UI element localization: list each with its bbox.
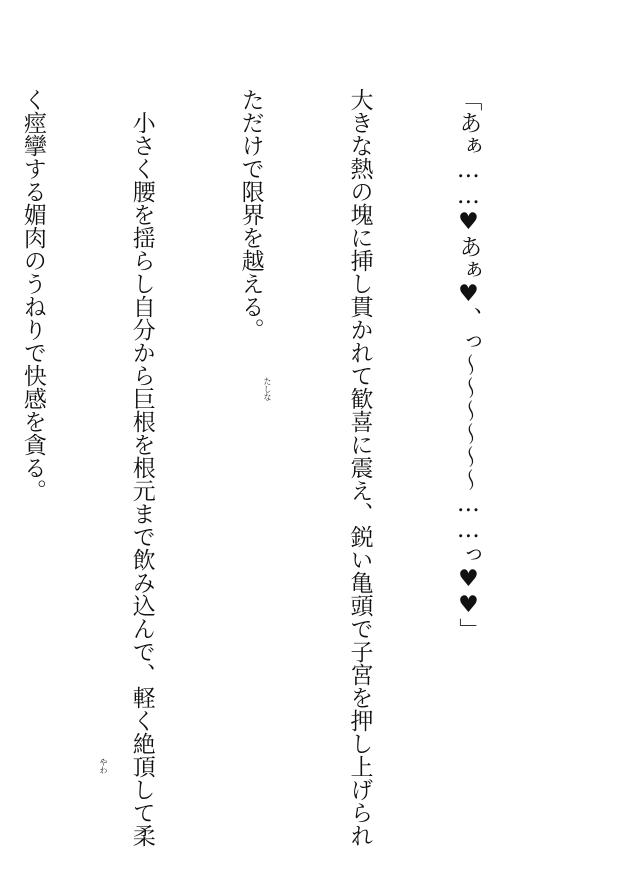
vertical-text-block bbox=[0, 88, 559, 847]
ruby-yawa: やわ bbox=[99, 758, 108, 774]
text-line-5: く痙攣する媚肉のうねりで快感を貪る。 bbox=[19, 88, 46, 502]
text-line-1: 「あぁ……♥あぁ♥、っ〜〜〜〜〜〜……っ♥♥」 bbox=[455, 88, 482, 641]
text-line-2: 大きな熱の塊に挿し貫かれて歓喜に震え、鋭い亀頭で子宮を押し上げられ bbox=[346, 88, 373, 847]
text-line-4 bbox=[123, 88, 159, 847]
ruby-tashina: たしな bbox=[263, 377, 272, 401]
text-line-3: ただけで限界を越える。 bbox=[237, 88, 264, 341]
text-line-4-body: 小さく腰を揺らし自分から巨根を根元まで飲み込んで、軽く絶頂して柔 bbox=[128, 88, 155, 847]
